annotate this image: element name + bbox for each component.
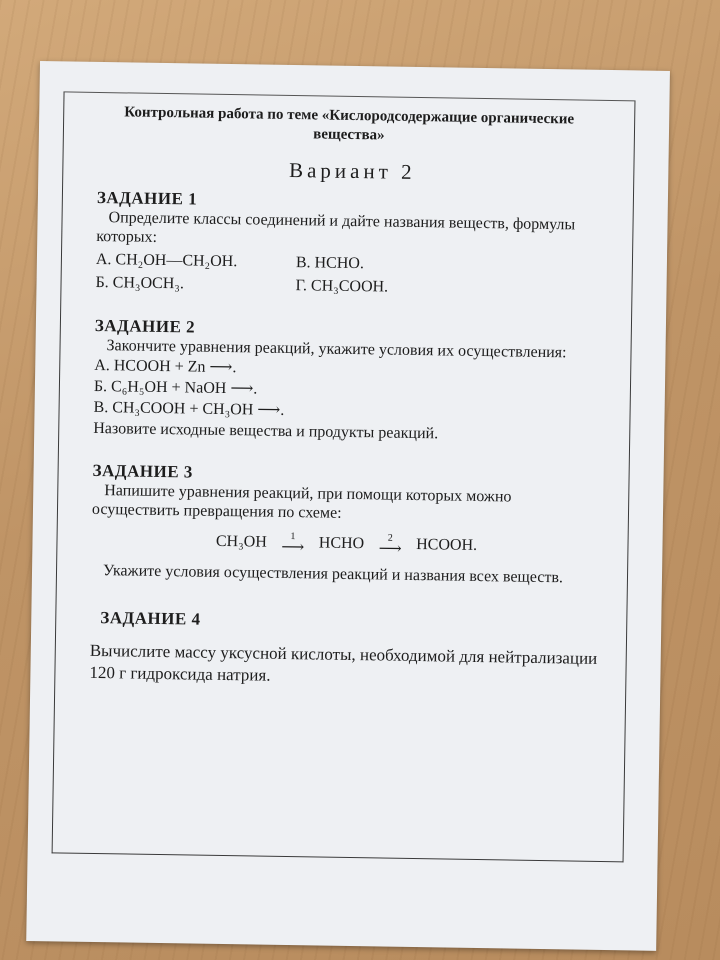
equation-v: В. CH₃COOH + CH₃OH ⟶.	[93, 398, 285, 419]
arrow-right-icon: ⟶	[378, 540, 402, 558]
scheme-substance-2: HCHO	[318, 534, 365, 553]
task-1-formulas	[95, 248, 606, 302]
arrow-right-icon: ⟶	[281, 538, 305, 557]
task-2-note: Назовите исходные вещества и продукты реакций.	[93, 419, 439, 443]
formula-g: Г. CH₃COOH.	[295, 277, 389, 296]
task-3-text: Напишите уравнения реакций, при помощи которых можно осуществить превращения по схеме:	[91, 482, 512, 522]
scheme-arrow-2	[370, 533, 410, 556]
task-4-title: ЗАДАНИЕ 4	[100, 608, 201, 629]
task-1	[95, 188, 607, 302]
equation-a: А. HCOOH + Zn ⟶.	[94, 356, 237, 377]
task-3	[91, 461, 603, 588]
formula-v: В. HCHO.	[295, 254, 365, 273]
task-2-text: Закончите уравнения реакций, укажите условия их осуществления:	[106, 337, 567, 362]
formula-b: Б. CH₃OCH₃.	[95, 273, 185, 293]
scheme-step-2: 2	[387, 532, 393, 544]
transformation-scheme	[91, 529, 601, 559]
scheme-substance-3: HCOOH.	[416, 536, 478, 554]
task-2	[93, 316, 605, 447]
task-3-note: Укажите условия осуществления реакций и названия всех веществ.	[102, 562, 564, 587]
worksheet-frame	[52, 91, 636, 862]
task-4-text: Вычислите массу уксусной кислоты, необходимой для нейтрализации 120 г гидроксида натрия.	[89, 640, 598, 685]
task-1-title: ЗАДАНИЕ 1	[96, 187, 198, 209]
task-2-title: ЗАДАНИЕ 2	[94, 315, 196, 337]
scheme-step-1: 1	[290, 531, 296, 543]
task-3-title: ЗАДАНИЕ 3	[92, 460, 194, 482]
task-4	[89, 608, 600, 692]
worksheet-paper	[26, 61, 670, 951]
variant-label: Вариант 2	[288, 157, 416, 184]
scheme-arrow-1	[273, 532, 313, 555]
task-1-text: Определите классы соединений и дайте названия веществ, формулы которых:	[96, 209, 576, 246]
equation-b: Б. C₆H₅OH + NaOH ⟶.	[93, 377, 258, 398]
scheme-substance-1: CH₃OH	[215, 532, 267, 551]
formula-a: А. CH₂OH—CH₂OH.	[95, 250, 238, 271]
worksheet-title: Контрольная работа по теме «Кислородсодержащие органические вещества»	[124, 104, 575, 144]
